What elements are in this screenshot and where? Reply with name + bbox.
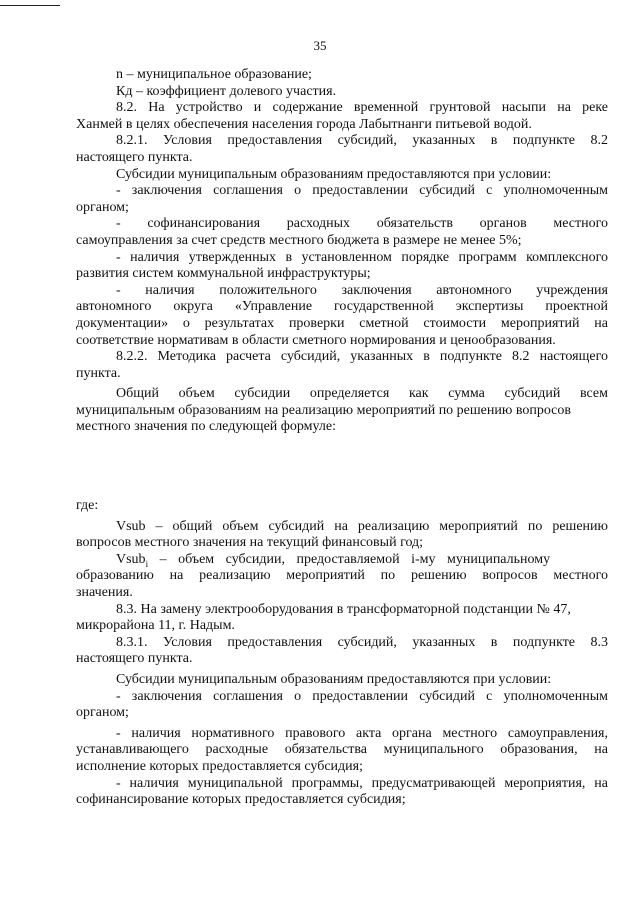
text-line: Vsub – общий объем субсидий на реализацию мероприятий по решению — [116, 518, 608, 534]
text-line: - заключения соглашения о предоставлении субсидий с уполномоченным — [116, 183, 608, 199]
text-line: органом; — [76, 705, 129, 721]
vsub-subscript: i — [145, 558, 149, 569]
text-line: автономного округа «Управление государственной экспертизы проектной — [76, 299, 608, 315]
text-line: - наличия муниципальной программы, предусматривающей мероприятия, на — [116, 775, 608, 791]
text-line: где: — [76, 498, 99, 514]
text-line: - заключения соглашения о предоставлении субсидий с уполномоченным — [116, 688, 608, 704]
text-line: Субсидии муниципальным образованиям предоставляются при условии: — [116, 166, 552, 182]
text-line: софинансирование которых предоставляется субсидия; — [76, 792, 406, 808]
text-line: 8.3.1. Условия предоставления субсидий, указанных в подпункте 8.3 — [116, 634, 608, 650]
page-number: 35 — [313, 38, 327, 53]
vsub-definition: – объем субсидии, предоставляемой i-му муниципальному — [148, 551, 551, 567]
vsub-symbol: Vsub — [116, 551, 146, 567]
formula — [76, 458, 608, 476]
text-line: 8.2.1. Условия предоставления субсидий, указанных в подпункте 8.2 — [116, 133, 608, 149]
text-line: развития систем коммунальной инфраструктуры; — [76, 266, 371, 282]
text-line: - наличия нормативного правового акта органа местного самоуправления, — [116, 725, 608, 741]
text-line: - наличия утвержденных в установленном порядке программ комплексного — [116, 249, 608, 265]
text-line: 8.2. На устройство и содержание временной грунтовой насыпи на реке — [116, 100, 608, 116]
text-line: n – муниципальное образование; — [116, 67, 312, 82]
text-line: органом; — [76, 199, 129, 215]
text-line: - софинансирования расходных обязательств органов местного — [116, 216, 608, 232]
text-line: устанавливающего расходные обязательства муниципального образования, на — [76, 742, 608, 758]
text-line: вопросов местного значения на текущий финансовый год; — [76, 535, 424, 551]
text-line: Кд – коэффициент долевого участия. — [116, 83, 337, 99]
text-line: настоящего пункта. — [76, 651, 193, 667]
text-line: документации» о результатах проверки сметной стоимости мероприятий на — [76, 315, 608, 331]
header-rule — [0, 5, 60, 6]
text-line: муниципальным образованиям на реализацию мероприятий по решению вопросов — [76, 402, 572, 418]
text-line: 8.3. На замену электрооборудования в трансформаторной подстанции № 47, — [116, 601, 571, 617]
text-line: пункта. — [76, 365, 121, 381]
text-line: Субсидии муниципальным образованиям предоставляются при условии: — [116, 672, 552, 687]
text-line: значения. — [76, 585, 133, 601]
text-line-vsub-i — [76, 552, 608, 569]
text-line: образованию на реализацию мероприятий по решению вопросов местного — [76, 568, 608, 584]
text-line: 8.2.2. Методика расчета субсидий, указанных в подпункте 8.2 настоящего — [116, 349, 608, 365]
text-line: исполнение которых предоставляется субсидия; — [76, 758, 363, 774]
text-line: Общий объем субсидии определяется как сумма субсидий всем — [116, 386, 608, 402]
text-line: настоящего пункта. — [76, 149, 193, 165]
text-line: - наличия положительного заключения автономного учреждения — [116, 282, 608, 298]
text-line: микрорайона 11, г. Надым. — [76, 618, 235, 634]
text-line: соответствие нормативам в области сметного нормирования и ценообразования. — [76, 332, 556, 348]
text-line: Ханмей в целях обеспечения населения города Лабытнанги питьевой водой. — [76, 116, 532, 132]
text-line: местного значения по следующей формуле: — [76, 419, 336, 435]
text-line: самоуправления за счет средств местного бюджета в размере не менее 5%; — [76, 232, 522, 248]
document-body — [76, 67, 608, 809]
